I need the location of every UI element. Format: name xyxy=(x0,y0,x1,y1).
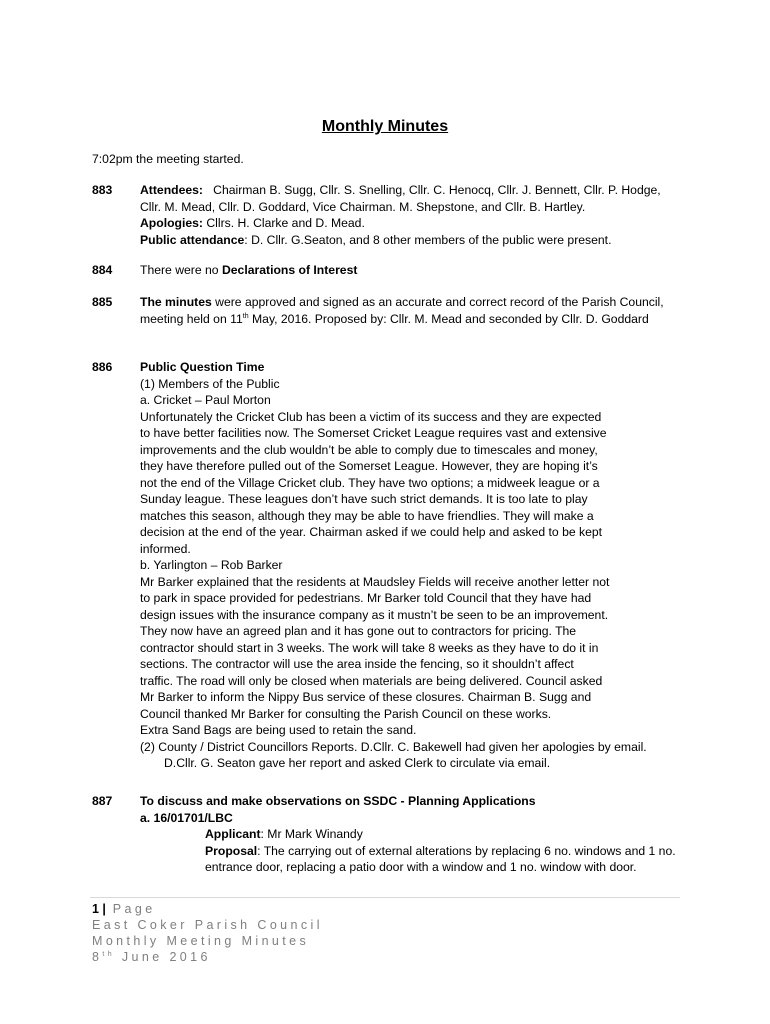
footer-date-day: 8 xyxy=(92,950,103,964)
page-footer xyxy=(92,901,323,965)
public-question-heading: Public Question Time xyxy=(140,360,265,374)
apologies-label: Apologies: xyxy=(140,216,203,230)
item-number: 883 xyxy=(92,183,113,197)
declarations xyxy=(140,262,680,279)
members-of-public: (1) Members of the Public xyxy=(140,376,280,391)
applicant xyxy=(205,826,680,843)
minutes-approval xyxy=(140,294,680,327)
item-heading xyxy=(140,359,680,376)
footer-divider xyxy=(90,897,680,898)
page-number: 1 | xyxy=(92,902,106,916)
item-number: 884 xyxy=(92,263,113,277)
public-attendance xyxy=(140,232,680,249)
attendees-text: Chairman B. Sugg, Cllr. S. Snelling, Cllr. C. Henocq, Cllr. J. Bennett, Cllr. P. Hodge, Cllr. M. Mead, Cllr. D. Goddard, Vice Chairman. M. Shepstone, and Cllr. B. Hartley. xyxy=(140,183,661,214)
item-number: 887 xyxy=(92,794,113,808)
item-body xyxy=(140,793,680,876)
item-body xyxy=(140,182,680,248)
minutes-text-2: May, 2016. Proposed by: Cllr. M. Mead and seconded by Cllr. D. Goddard xyxy=(248,311,649,326)
minutes-text-1: were approved and signed as an accurate and correct record of the Parish Council, meeting held on 11 xyxy=(140,295,664,326)
apologies-text: Cllrs. H. Clarke and D. Mead. xyxy=(206,216,365,230)
minutes-sup: th xyxy=(242,312,249,320)
applicant-label: Applicant xyxy=(205,827,261,841)
footer-doc-name: Monthly Meeting Minutes xyxy=(92,934,310,948)
sub-item-b-text-2: Extra Sand Bags are being used to retain the sand. xyxy=(140,723,417,737)
page-number-line xyxy=(92,901,323,917)
footer-date-sup: th xyxy=(102,950,115,958)
public-attendance-text: : D. Cllr. G.Seaton, and 8 other members of the public were present. xyxy=(244,232,612,247)
sub-item-a-text: Unfortunately the Cricket Club has been a victim of its success and they are expected to have better facilities now. The Somerset Cricket League requires vast and extensive improvements and the club wouldn’t be able to comply due to timescales and money, they have therefore pulled out of the Somerset League. However, they are hoping it’s not the end of the Village Cricket club. They have two options; a midweek league or a Sunday league. These leagues don’t have such strict demands. It is too late to play matches this season, although they may be able to have friendlies. They will make a decision at the end of the year. Chairman asked if we could help and asked to be kept informed. xyxy=(140,409,607,556)
applicant-text: : Mr Mark Winandy xyxy=(260,827,363,841)
public-attendance-label: Public attendance xyxy=(140,232,245,247)
footer-date-rest: June 2016 xyxy=(115,950,211,964)
declarations-bold: Declarations of Interest xyxy=(221,263,358,277)
proposal xyxy=(205,843,681,876)
proposal-text: : The carrying out of external alterations by replacing 6 no. windows and 1 no. entrance door, replacing a patio door with a window and 1 no. window with door. xyxy=(205,843,676,874)
declarations-text: There were no xyxy=(140,263,222,277)
minutes-bold: The minutes xyxy=(140,295,212,309)
planning-ref xyxy=(140,810,680,827)
councillors-reports: (2) County / District Councillors Reports. D.Cllr. C. Bakewell had given her apologies by email. D.Cllr. G. Seaton gave her report and asked Clerk to circulate via email. xyxy=(140,739,647,770)
planning-heading: To discuss and make observations on SSDC - Planning Applications xyxy=(140,794,536,808)
planning-ref-text: a. 16/01701/LBC xyxy=(140,810,233,825)
meeting-start-note: 7:02pm the meeting started. xyxy=(92,152,244,166)
sub-item-b-label: b. Yarlington – Rob Barker xyxy=(140,558,283,572)
apologies xyxy=(140,215,680,232)
footer-council-name: East Coker Parish Council xyxy=(92,918,323,932)
attendees xyxy=(140,182,680,215)
item-body xyxy=(140,294,680,327)
sub-item-a-label: a. Cricket – Paul Morton xyxy=(140,393,271,407)
item-number: 885 xyxy=(92,295,113,309)
proposal-label: Proposal xyxy=(205,843,258,858)
footer-date xyxy=(92,949,323,965)
item-number: 886 xyxy=(92,360,113,374)
document-title: Monthly Minutes xyxy=(321,118,449,135)
item-body xyxy=(140,262,680,279)
item-body xyxy=(140,359,680,772)
item-heading xyxy=(140,793,680,810)
sub-item-b-text: Mr Barker explained that the residents at Maudsley Fields will receive another letter not to park in space provided for pedestrians. Mr Barker told Council that they have had design issues with the insurance company as it mustn’t be seen to be an improvement. They now have an agreed plan and it has gone out to contractors for pricing. The contractor should start in 3 weeks. The work will take 8 weeks as they have to do it in sections. The contractor will use the area inside the fencing, so it shouldn’t affect traffic. The road will only be closed when materials are being delivered. Council asked Mr Barker to inform the Nippy Bus service of these closures. Chairman B. Sugg and Council thanked Mr Barker for consulting the Parish Council on these works. xyxy=(140,574,610,721)
page-word: Page xyxy=(105,902,156,916)
attendees-label: Attendees: xyxy=(140,183,203,197)
